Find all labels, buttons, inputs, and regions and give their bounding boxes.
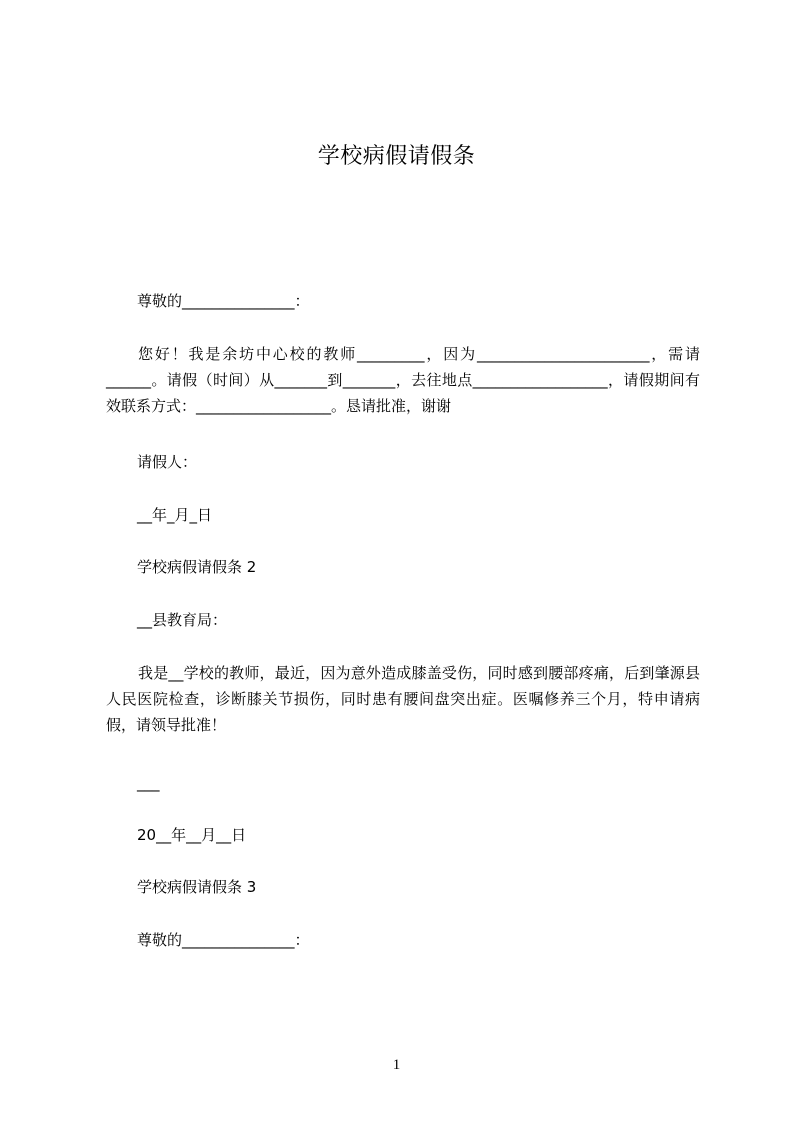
section-heading-3: 学校病假请假条 3 [137,878,257,896]
signature-line-2: ___ [137,774,160,792]
section-heading-2: 学校病假请假条 2 [137,558,257,576]
date-line-1: __年_月_日 [137,506,213,524]
addressee-2: __县教育局： [137,611,228,629]
salutation-3: 尊敬的_______________： [137,931,310,949]
applicant-label: 请假人： [137,453,198,471]
leave-request-paragraph-2: 我是__学校的教师，最近，因为意外造成膝盖受伤，同时感到腰部疼痛，后到肇源县人民医院检查，诊断膝关节损伤，同时患有腰间盘突出症。医嘱修养三个月，特申请病假，请领导批准！ [106,664,700,734]
page-number: 1 [392,1057,401,1073]
salutation-1: 尊敬的_______________： [137,292,310,310]
leave-request-paragraph-1: 您好！我是余坊中心校的教师_________，因为_______________________，需请______。请假（时间）从_______到_______，去往地点__________________，请假期间有效联系方式：__________________。恳请批准，谢谢 [106,345,700,415]
document-title: 学校病假请假条 [317,144,476,169]
date-line-2: 20__年__月__日 [137,826,247,844]
